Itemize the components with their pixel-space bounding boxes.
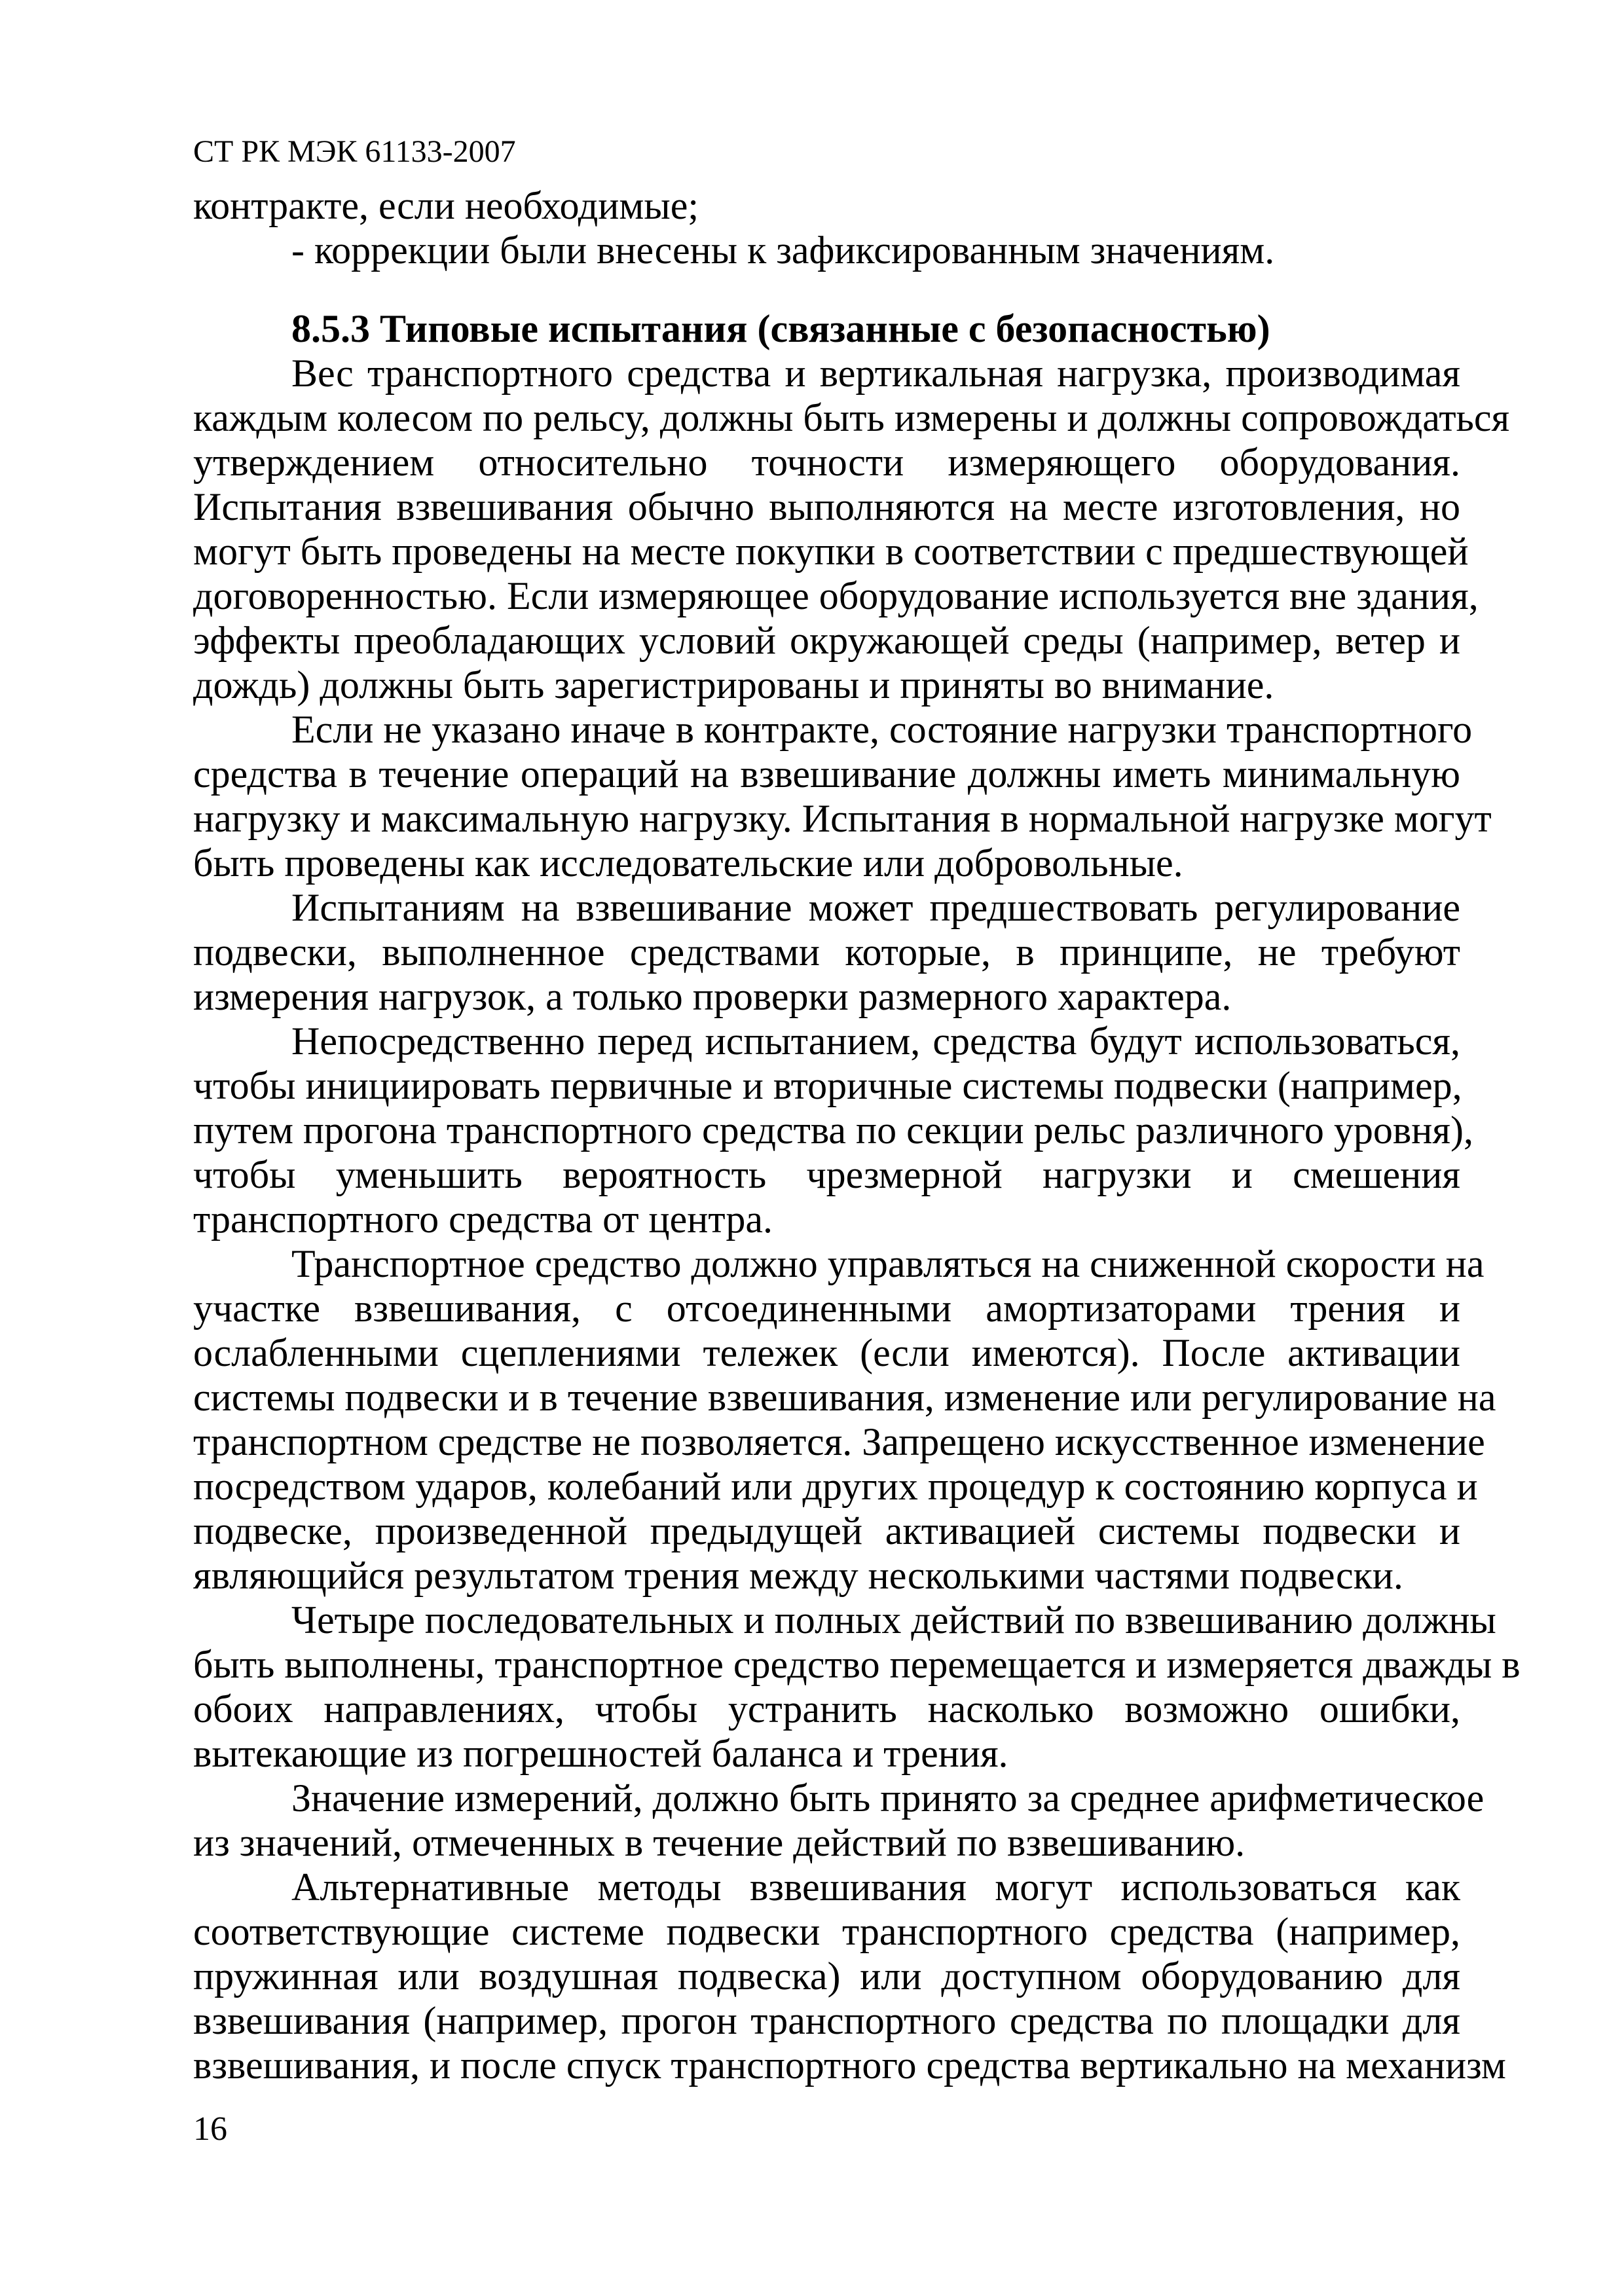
text-line: из значений, отмеченных в течение действий по взвешиванию.: [193, 1821, 1246, 1864]
intro-line: - коррекции были внесены к зафиксированным значениям.: [291, 229, 1275, 272]
text-line: транспортном средстве не позволяется. Запрещено искусственное изменение: [193, 1420, 1485, 1463]
text-line: Испытания взвешивания обычно выполняются на месте изготовления, но: [193, 485, 1460, 528]
paragraph: [193, 1865, 1506, 2087]
text-line: быть проведены как исследовательские или добровольные.: [193, 841, 1183, 885]
text-line: нагрузку и максимальную нагрузку. Испытания в нормальной нагрузке могут: [193, 797, 1492, 840]
text-line: вытекающие из погрешностей баланса и трения.: [193, 1732, 1008, 1775]
text-line: Непосредственно перед испытанием, средства будут использоваться,: [291, 1019, 1460, 1063]
paragraph: [193, 1776, 1485, 1865]
text-line: взвешивания, и после спуск транспортного средства вертикально на механизм: [193, 2044, 1506, 2087]
text-line: Четыре последовательных и полных действий по взвешиванию должны: [291, 1598, 1496, 1642]
text-line: соответствующие системе подвески транспортного средства (например,: [193, 1910, 1460, 1953]
text-line: чтобы инициировать первичные и вторичные системы подвески (например,: [193, 1064, 1462, 1107]
text-line: Испытаниям на взвешивание может предшествовать регулирование: [291, 886, 1460, 929]
text-line: ослабленными сцеплениями тележек (если имеются). После активации: [193, 1331, 1460, 1374]
text-line: эффекты преобладающих условий окружающей среды (например, ветер и: [193, 619, 1460, 662]
text-line: подвеске, произведенной предыдущей активацией системы подвески и: [193, 1509, 1460, 1552]
paragraph: [193, 1241, 1496, 1598]
intro-line: контракте, если необходимые;: [193, 184, 699, 227]
text-line: путем прогона транспортного средства по секции рельс различного уровня),: [193, 1109, 1473, 1152]
text-line: посредством ударов, колебаний или других процедур к состоянию корпуса и: [193, 1465, 1478, 1508]
text-line: обоих направлениях, чтобы устранить насколько возможно ошибки,: [193, 1687, 1460, 1731]
paragraph: [193, 351, 1510, 707]
page-number: 16: [193, 2110, 227, 2148]
standard-code-header: СТ РК МЭК 61133-2007: [193, 134, 516, 169]
section-heading: 8.5.3 Типовые испытания (связанные с безопасностью): [291, 307, 1270, 350]
text-line: взвешивания (например, прогон транспортного средства по площадки для: [193, 1999, 1460, 2042]
paragraph: [193, 707, 1492, 885]
text-line: Транспортное средство должно управляться на сниженной скорости на: [291, 1242, 1485, 1285]
paragraph: [193, 1598, 1521, 1776]
text-line: измерения нагрузок, а только проверки размерного характера.: [193, 975, 1232, 1018]
spacer: [193, 272, 1460, 306]
text-line: подвески, выполненное средствами которые, в принципе, не требуют: [193, 930, 1460, 974]
text-line: Альтернативные методы взвешивания могут использоваться как: [291, 1865, 1460, 1909]
document-body: [193, 183, 1521, 2087]
text-line: могут быть проведены на месте покупки в соответствии с предшествующей: [193, 530, 1469, 573]
text-line: Вес транспортного средства и вертикальная нагрузка, производимая: [291, 352, 1460, 395]
text-line: утверждением относительно точности измеряющего оборудования.: [193, 441, 1460, 484]
paragraph: [193, 1019, 1473, 1241]
text-line: Если не указано иначе в контракте, состояние нагрузки транспортного: [291, 708, 1473, 751]
text-line: пружинная или воздушная подвеска) или доступном оборудованию для: [193, 1955, 1460, 1998]
text-line: чтобы уменьшить вероятность чрезмерной нагрузки и смешения: [193, 1153, 1460, 1196]
text-line: договоренностью. Если измеряющее оборудование используется вне здания,: [193, 574, 1479, 617]
text-line: транспортного средства от центра.: [193, 1198, 773, 1241]
text-line: участке взвешивания, с отсоединенными амортизаторами трения и: [193, 1287, 1460, 1330]
text-line: Значение измерений, должно быть принято за среднее арифметическое: [291, 1776, 1485, 1820]
text-line: являющийся результатом трения между несколькими частями подвески.: [193, 1554, 1403, 1597]
text-line: дождь) должны быть зарегистрированы и приняты во внимание.: [193, 663, 1274, 707]
text-line: быть выполнены, транспортное средство перемещается и измеряется дважды в: [193, 1643, 1521, 1686]
text-line: системы подвески и в течение взвешивания, изменение или регулирование на: [193, 1376, 1496, 1419]
text-line: средства в течение операций на взвешивание должны иметь минимальную: [193, 752, 1460, 796]
text-line: каждым колесом по рельсу, должны быть измерены и должны сопровождаться: [193, 396, 1510, 439]
paragraph: [193, 885, 1460, 1019]
